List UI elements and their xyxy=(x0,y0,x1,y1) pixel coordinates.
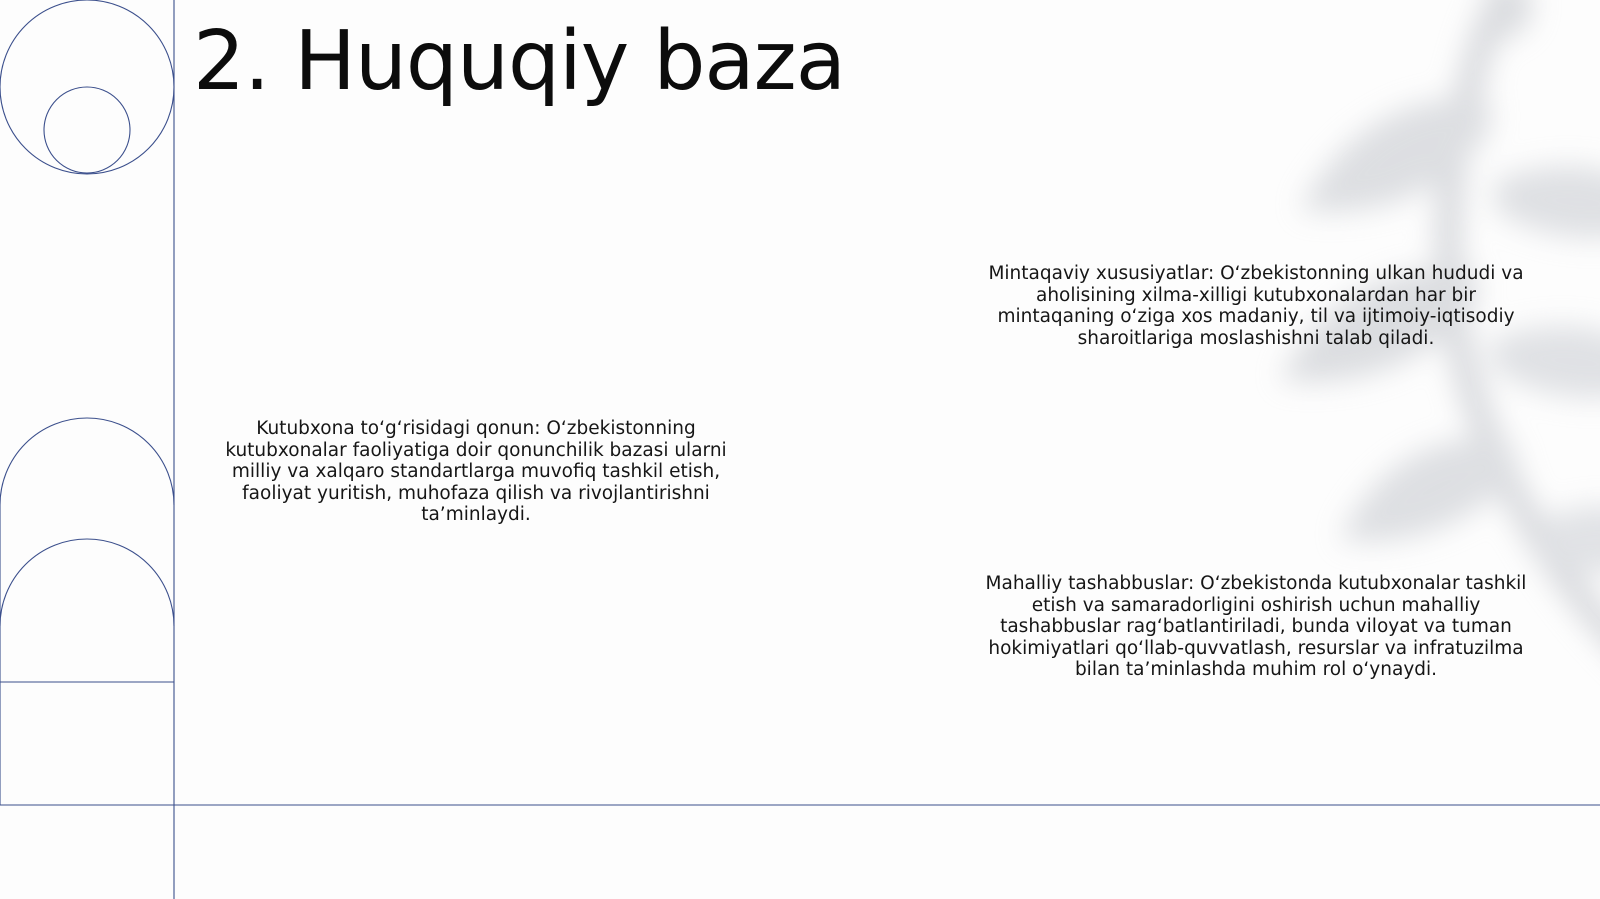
local-initiatives-paragraph: Mahalliy tashabbuslar: O‘zbekistonda kutubxonalar tashkil etish va samaradorligini oshirish uchun mahalliy tashabbuslar rag‘batlantiriladi, bunda viloyat va tuman hokimiyatlari qo‘llab-quvvatlash, resurslar va infratuzilma bilan ta’minlashda muhim rol o‘ynaydi. xyxy=(985,573,1527,681)
regional-features-paragraph: Mintaqaviy xususiyatlar: O‘zbekistonning ulkan hududi va aholisining xilma-xilligi kutubxonalardan har bir mintaqaning o‘ziga xos madaniy, til va ijtimoiy-iqtisodiy sharoitlariga moslashishni talab qiladi. xyxy=(988,263,1524,349)
library-law-paragraph: Kutubxona to‘g‘risidagi qonun: O‘zbekistonning kutubxonalar faoliyatiga doir qonunchilik bazasi ularni milliy va xalqaro standartlarga muvofiq tashkil etish, faoliyat yuritish, muhofaza qilish va rivojlantirishni ta’minlaydi. xyxy=(225,418,727,526)
slide-title: 2. Huquqiy baza xyxy=(193,14,845,109)
